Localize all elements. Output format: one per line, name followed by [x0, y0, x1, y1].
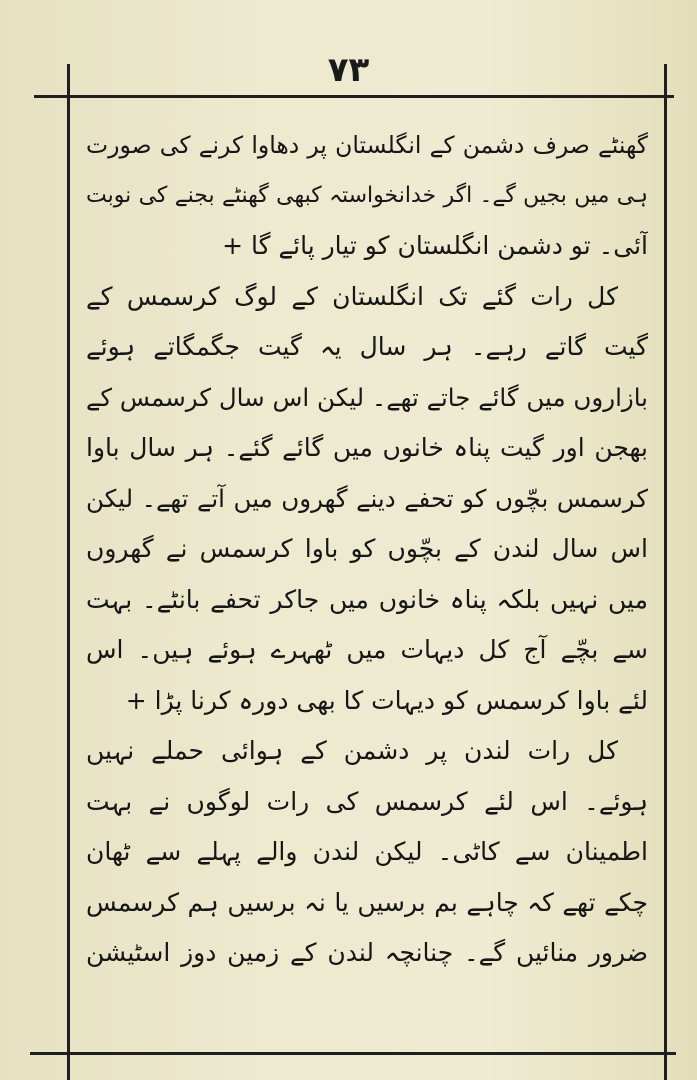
left-margin-rule — [67, 64, 70, 1080]
text-line: ضرور منائیں گے۔ چنانچہ لندن کے زمین دوز اسٹیشن — [86, 938, 648, 967]
text-line: ہی میں بجیں گے۔ اگر خدانخواستہ کبھی گھنٹے بجنے کی نوبت — [86, 182, 648, 208]
right-margin-rule — [664, 64, 667, 1080]
text-line: کل رات لندن پر دشمن کے ہوائی حملے نہیں — [86, 736, 618, 765]
text-line: آئی۔ تو دشمن انگلستان کو تیار پائے گا + — [222, 231, 648, 260]
page-number: ۷۳ — [327, 50, 370, 90]
text-line: گیت گاتے رہے۔ ہر سال یہ گیت جگمگاتے ہوئے — [86, 332, 648, 361]
text-line: بازاروں میں گائے جاتے تھے۔ لیکن اس سال کرسمس کے — [86, 382, 648, 412]
text-line: ہوئے۔ اس لئے کرسمس کی رات لوگوں نے بہت — [86, 786, 648, 816]
urdu-text-body — [86, 120, 648, 979]
text-line: لئے باوا کرسمس کو دیہات کا بھی دورہ کرنا پڑا + — [125, 685, 648, 715]
top-rule — [34, 95, 674, 98]
text-line: چکے تھے کہ چاہے بم برسیں یا نہ برسیں ہم کرسمس — [86, 887, 648, 917]
text-line: گھنٹے صرف دشمن کے انگلستان پر دھاوا کرنے کی صورت — [86, 131, 648, 159]
text-line: اس سال لندن کے بچّوں کو باوا کرسمس نے گھروں — [86, 534, 648, 563]
text-line: اطمینان سے کاٹی۔ لیکن لندن والے پہلے سے ٹھان — [86, 837, 648, 866]
text-line: بھجن اور گیت پناہ خانوں میں گائے گئے۔ ہر سال باوا — [86, 433, 648, 462]
text-line: سے بچّے آج کل دیہات میں ٹھہرے ہوئے ہیں۔ اس — [86, 635, 648, 664]
text-line: کرسمس بچّوں کو تحفے دینے گھروں میں آتے تھے۔ لیکن — [86, 483, 648, 513]
text-line: کل رات گئے تک انگلستان کے لوگ کرسمس کے — [86, 281, 618, 311]
bottom-rule — [30, 1052, 676, 1055]
text-line: میں نہیں بلکہ پناہ خانوں میں جاکر تحفے بانٹے۔ بہت — [86, 584, 648, 614]
